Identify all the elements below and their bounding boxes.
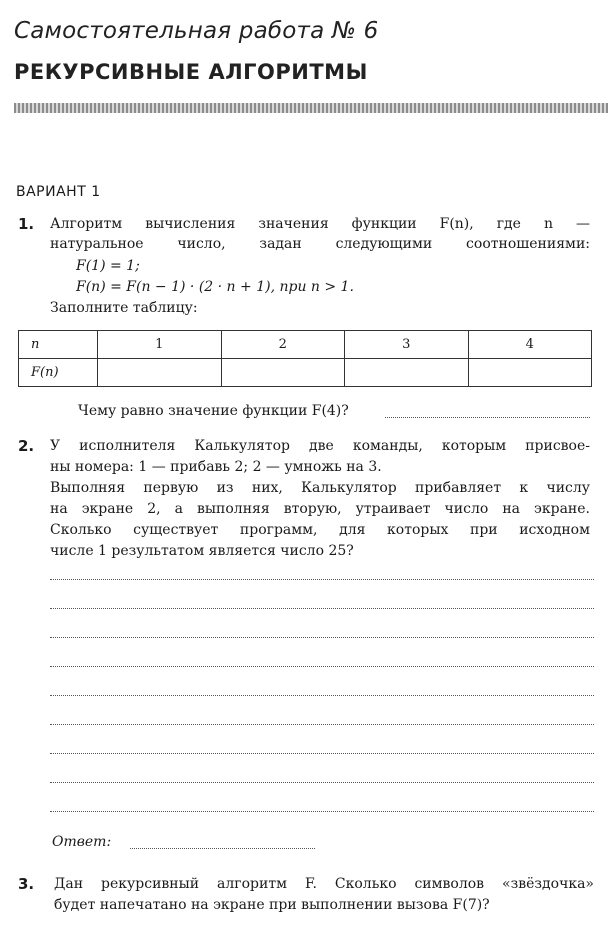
task2-number: 2. xyxy=(18,437,35,455)
table-cell-4[interactable] xyxy=(468,359,592,387)
variant-label: ВАРИАНТ 1 xyxy=(16,184,101,200)
table-row-label-fn: F(n) xyxy=(19,359,98,387)
task1-number: 1. xyxy=(18,215,35,233)
table-value-row xyxy=(19,359,592,387)
task2-writing-line-8[interactable] xyxy=(50,782,594,783)
table-cell-1[interactable] xyxy=(98,359,222,387)
task2-writing-line-9[interactable] xyxy=(50,811,594,812)
task1-question: Чему равно значение функции F(4)? xyxy=(78,403,349,419)
table-col-3: 3 xyxy=(345,331,469,359)
task2-line1: У исполнителя Калькулятор две команды, которым присвое- xyxy=(50,438,590,454)
task2-line6: числе 1 результатом является число 25? xyxy=(50,543,354,559)
task2-writing-line-2[interactable] xyxy=(50,608,594,609)
work-title: Самостоятельная работа № 6 xyxy=(14,18,379,44)
task3-line2: будет напечатано на экране при выполнении вызова F(7)? xyxy=(54,897,490,913)
table-cell-2[interactable] xyxy=(221,359,345,387)
task3-line1: Дан рекурсивный алгоритм F. Сколько символов «звёздочка» xyxy=(54,876,594,892)
task1-text-line2: натуральное число, задан следующими соотношениями: xyxy=(50,236,590,252)
task2-line2: ны номера: 1 — прибавь 2; 2 — умножь на 3. xyxy=(50,459,382,475)
table-header-row xyxy=(19,331,592,359)
task2-writing-line-4[interactable] xyxy=(50,666,594,667)
table-col-4: 4 xyxy=(468,331,592,359)
task2-writing-line-3[interactable] xyxy=(50,637,594,638)
task2-writing-line-7[interactable] xyxy=(50,753,594,754)
task2-writing-line-1[interactable] xyxy=(50,579,594,580)
table-col-1: 1 xyxy=(98,331,222,359)
task3-number: 3. xyxy=(18,875,35,893)
topic-heading: РЕКУРСИВНЫЕ АЛГОРИТМЫ xyxy=(14,60,368,84)
task1-table xyxy=(18,330,592,387)
table-col-2: 2 xyxy=(221,331,345,359)
task2-writing-line-5[interactable] xyxy=(50,695,594,696)
task2-line4: на экране 2, а выполняя вторую, утраивает число на экране. xyxy=(50,501,590,517)
task1-text-line1: Алгоритм вычисления значения функции F(n), где n — xyxy=(50,216,590,232)
task2-writing-line-6[interactable] xyxy=(50,724,594,725)
task2-line3: Выполняя первую из них, Калькулятор прибавляет к числу xyxy=(50,480,590,496)
table-cell-3[interactable] xyxy=(345,359,469,387)
task2-line5: Сколько существует программ, для которых при исходном xyxy=(50,522,590,538)
task2-answer-line[interactable] xyxy=(130,848,315,849)
task1-answer-line[interactable] xyxy=(385,417,590,418)
task2-answer-label: Ответ: xyxy=(52,834,112,850)
task1-formula-base: F(1) = 1; xyxy=(76,258,140,274)
task1-formula-recursive: F(n) = F(n − 1) · (2 · n + 1), при n > 1. xyxy=(76,279,354,295)
task1-fill-prompt: Заполните таблицу: xyxy=(50,300,198,316)
header-divider xyxy=(14,103,608,113)
table-header-n: n xyxy=(19,331,98,359)
